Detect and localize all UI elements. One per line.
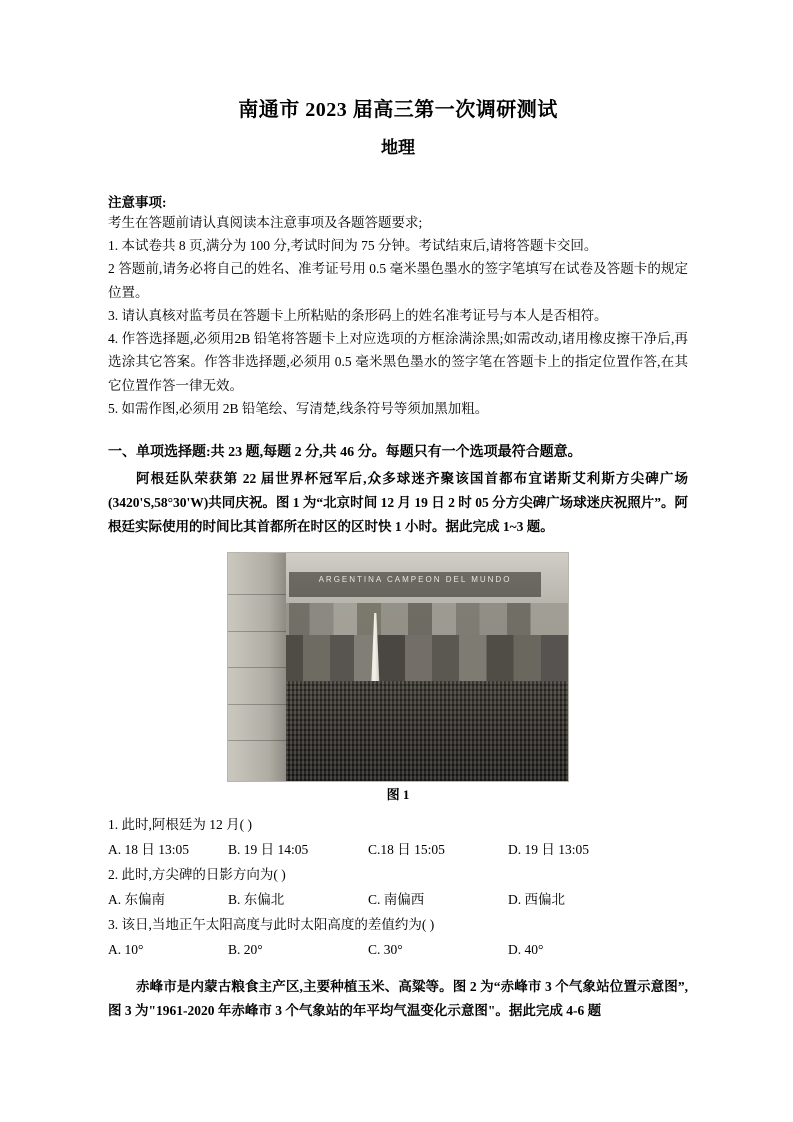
- option-1-b[interactable]: B. 19 日 14:05: [228, 842, 309, 858]
- notice-item-4: 4. 作答选择题,必须用2B 铅笔将答题卡上对应选项的方框涂满涂黑;如需改动,诸用橡皮擦干净后,再选涂其它答案。作答非选择题,必须用 0.5 毫米黑色墨水的签字笔在答题卡上的指定位置作答,在其它位置作答一律无效。: [108, 331, 688, 393]
- option-2-b[interactable]: B. 东偏北: [228, 892, 285, 908]
- photo-left-building: [228, 553, 286, 781]
- page-title: 南通市 2023 届高三第一次调研测试: [238, 99, 558, 121]
- question-1-text: 1. 此时,阿根廷为 12 月( ): [108, 817, 252, 833]
- question-2-text: 2. 此时,方尖碑的日影方向为( ): [108, 867, 286, 883]
- question-2-options: [108, 888, 688, 913]
- option-2-a[interactable]: A. 东偏南: [108, 892, 165, 908]
- question-2: [108, 863, 688, 913]
- option-2-c[interactable]: C. 南偏西: [368, 892, 425, 908]
- notice-item-2: 2 答题前,请务必将自己的姓名、准考证号用 0.5 毫米墨色墨水的签字笔填写在试卷及答题卡的规定位置。: [108, 261, 688, 300]
- question-stem-2: 赤峰市是内蒙古粮食主产区,主要种植玉米、高粱等。图 2 为“赤峰市 3 个气象站位置示意图”,图 3 为"1961-2020 年赤峰市 3 个气象站的年平均气温变化示意图"。据此完成 4-6 题: [108, 979, 688, 1019]
- option-2-d[interactable]: D. 西偏北: [508, 892, 565, 908]
- notice-item-3: 3. 请认真核对监考员在答题卡上所粘贴的条形码上的姓名准考证号与本人是否相符。: [108, 307, 608, 323]
- question-1-options: [108, 838, 688, 863]
- notice-lead: 考生在答题前请认真阅读本注意事项及各题答题要求;: [108, 215, 423, 230]
- question-3-options: [108, 938, 688, 963]
- page-content: [108, 95, 688, 1037]
- option-1-d[interactable]: D. 19 日 13:05: [508, 842, 589, 858]
- photo-banner-text: ARGENTINA CAMPEON DEL MUNDO: [318, 574, 512, 584]
- figure-1-caption: 图 1: [386, 787, 410, 803]
- notice-item-5: 5. 如需作图,必须用 2B 铅笔绘、写清楚,线条符号等须加黑加粗。: [108, 400, 489, 416]
- notice-item-1: 1. 本试卷共 8 页,满分为 100 分,考试时间为 75 分钟。考试结束后,请将答题卡交回。: [108, 238, 598, 254]
- question-3-text: 3. 该日,当地正午太阳高度与此时太阳高度的差值约为( ): [108, 917, 435, 933]
- figure-1: [108, 552, 688, 803]
- option-3-c[interactable]: C. 30°: [368, 942, 403, 958]
- option-1-c[interactable]: C.18 日 15:05: [368, 842, 445, 858]
- option-3-b[interactable]: B. 20°: [228, 942, 263, 958]
- question-1: [108, 813, 688, 863]
- section-heading: 一、单项选择题:共 23 题,每题 2 分,共 46 分。每题只有一个选项最符合题意。: [108, 444, 582, 460]
- figure-1-image: [227, 552, 569, 782]
- option-3-a[interactable]: A. 10°: [108, 942, 144, 958]
- question-stem-1: 阿根廷队荣获第 22 届世界杯冠军后,众多球迷齐聚该国首都布宜诺斯艾利斯方尖碑广场(3420'S,58°30'W)共同庆祝。图 1 为“北京时间 12 月 19 日 2 时 05 分方尖碑广场球迷庆祝照片”。阿根廷实际使用的时间比其首都所在时区的区时快 1 小时。据此完成 1~3 题。: [108, 470, 688, 534]
- option-3-d[interactable]: D. 40°: [508, 942, 544, 958]
- notice-heading: 注意事项:: [108, 195, 167, 210]
- option-1-a[interactable]: A. 18 日 13:05: [108, 842, 189, 858]
- subject-title: 地理: [381, 138, 415, 157]
- question-3: [108, 913, 688, 963]
